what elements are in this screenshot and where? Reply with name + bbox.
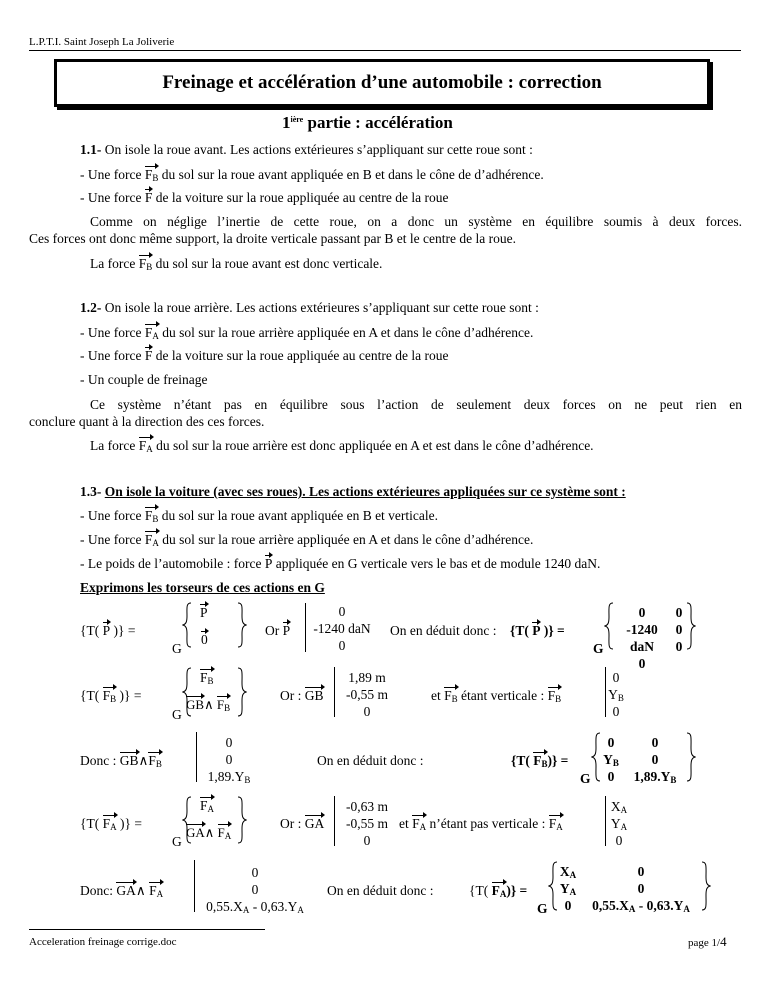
torsor-FA-result-col1 (557, 863, 579, 914)
footer-filename: Acceleration freinage corrige.doc (29, 936, 177, 948)
s12-bullet2 (80, 348, 448, 364)
torsor-P-result-col2 (672, 604, 686, 655)
vector-FA-components (608, 798, 630, 849)
vector-FB (145, 508, 159, 524)
sym: F (149, 883, 157, 898)
donc-GBxFB-label (80, 753, 162, 769)
s11-c1: La force (90, 256, 139, 271)
vector-FB (139, 256, 153, 272)
sym: {T( (80, 688, 100, 703)
s13-intro (80, 484, 626, 500)
sym-sub: B (146, 262, 153, 272)
vector-FA (145, 532, 159, 548)
vector-FA (139, 438, 153, 454)
vector-F (145, 190, 153, 206)
sym: F (200, 798, 208, 813)
comp: 0 (251, 882, 259, 897)
vector-GB (305, 688, 324, 704)
sym: GB (119, 753, 139, 768)
sym: n’étant pas verticale : (426, 816, 546, 831)
sym: )} = (547, 753, 569, 768)
s13-bullet3 (80, 556, 600, 572)
comp: 0 (675, 605, 683, 620)
torsor-FA-result-col2 (581, 863, 701, 914)
sym: F (548, 816, 557, 831)
comp: 0 (607, 735, 615, 750)
sym: F (412, 816, 420, 831)
comp: $0,55.X_A - 0,63.Y_A$ (206, 899, 304, 915)
sym: {T( (80, 623, 100, 638)
s11-intro-text: On isole la roue avant. Les actions extérieures s’appliquant sur cette roue sont : (101, 142, 533, 157)
comp: 0 (675, 639, 683, 654)
vector-P-components (307, 603, 377, 654)
vector-P (532, 623, 540, 639)
sym: ∧ (138, 753, 149, 768)
sym: ∧ (204, 825, 215, 840)
comp: -0,55 m (346, 816, 388, 831)
vector-GA (305, 816, 325, 832)
title-box (54, 59, 710, 107)
footer-rule (29, 929, 265, 930)
comp: -1240 daN (313, 621, 371, 636)
comp: 1,89 m (348, 670, 386, 685)
comp: 0 (225, 752, 233, 767)
et-FB-verticale (431, 688, 561, 704)
sym-sub: B (207, 676, 214, 686)
torsor-P-result-col1 (613, 604, 671, 672)
sym: F (533, 753, 542, 768)
deduit-2: On en déduit donc : (317, 753, 424, 768)
vector-FB-components (608, 669, 624, 720)
sym: F (144, 508, 153, 523)
sym: F (138, 438, 147, 453)
s12-conclusion (90, 438, 594, 454)
comp: $Y_B$ (608, 687, 624, 703)
page-title: Freinage et accélération d’une automobile : correction (55, 60, 709, 106)
s11-b2a: - Une force (80, 190, 145, 205)
s12-intro-text: On isole la roue arrière. Les actions extérieures s’appliquant sur cette roue sont : (101, 300, 539, 315)
bar (334, 796, 335, 846)
s11-para-line1: Comme on néglige l’inertie de cette roue, on a donc un système en équilibre soumis à deux forces. (90, 214, 742, 229)
brace-right (237, 796, 247, 844)
sym: {T( (511, 753, 530, 768)
sym-sub: A (207, 804, 215, 814)
school-header: L.P.T.I. Saint Joseph La Joliverie (29, 36, 175, 48)
page-label: page 1/ (688, 937, 721, 949)
comp: 0 (638, 656, 646, 671)
torsor-P-result-G: G (593, 641, 604, 656)
sym-sub: A (152, 331, 159, 341)
sym: F (144, 348, 153, 363)
comp: $Y_A$ (559, 881, 577, 897)
sym: F (138, 256, 147, 271)
torsor-FB-G: G (172, 707, 182, 722)
comp: 0 (651, 752, 659, 767)
sym-sub: A (556, 822, 563, 832)
sym-sub: A (499, 889, 507, 899)
torsor-FB-result-G: G (580, 771, 591, 786)
footer-page (688, 934, 727, 950)
donc-GAxFA-label (80, 883, 163, 899)
comp: 0 (612, 670, 620, 685)
s12-b2a: - Une force (80, 348, 145, 363)
comp: 0 (363, 833, 371, 848)
s13-b2a: - Une force (80, 532, 145, 547)
bar (334, 667, 335, 717)
bar (196, 732, 197, 782)
comp: 0 (651, 735, 659, 750)
sym: Or : (280, 688, 302, 703)
s12-num: 1.2- (80, 300, 102, 315)
s12-para-line2: conclure quant à la direction des ces forces. (29, 414, 265, 429)
vector-FB (200, 670, 214, 686)
sym: P (282, 623, 291, 638)
s13-num: 1.3- (80, 484, 102, 499)
sym: {T( (80, 816, 100, 831)
torsor-heading: Exprimons les torseurs de ces actions en G (80, 580, 325, 595)
torsor-FA-result-G: G (537, 901, 548, 916)
sym: F (444, 688, 452, 703)
sym-sub: B (110, 694, 117, 704)
sym: P (532, 623, 541, 638)
sym: Donc: (80, 883, 113, 898)
sym: )} = (506, 883, 528, 898)
vector-FB (103, 688, 117, 704)
sym: )} = (120, 816, 142, 831)
s11-b1a: - Une force (80, 167, 145, 182)
comp: 0 (251, 865, 259, 880)
sym-sub: B (224, 703, 231, 713)
or-P-label (265, 623, 290, 639)
s13-intro-text: On isole la voiture (avec ses roues). Les actions extérieures appliquées sur ce système sont : (104, 484, 626, 499)
brace-right (237, 602, 247, 648)
sym: F (148, 753, 156, 768)
vector-FA (549, 816, 563, 832)
torsor-P-resultant (200, 605, 208, 621)
sym: et (431, 688, 441, 703)
vector-P (265, 556, 273, 572)
comp: 0 (612, 704, 620, 719)
comp: $X_A$ (610, 799, 628, 815)
vector-P (200, 605, 208, 621)
comp: 0 (338, 638, 346, 653)
sym: et (399, 816, 409, 831)
vector-FB (148, 753, 162, 769)
comp: 0 (225, 735, 233, 750)
torsor-FA-result-label (469, 883, 527, 899)
vector-F (145, 348, 153, 364)
sym-sub: A (224, 831, 232, 841)
sym: GB (304, 688, 324, 703)
vector-FA (218, 825, 232, 841)
vector-GA (186, 825, 205, 841)
vector-GA-components (338, 798, 396, 849)
s12-para-line1: Ce système n’étant pas en équilibre sous l’action de seulement deux forces on ne peut rien en (90, 397, 742, 412)
s13-b1a: - Une force (80, 508, 145, 523)
vector-FA (492, 883, 507, 899)
torsor-P-moment (201, 632, 208, 648)
comp: -0,63 m (346, 799, 388, 814)
comp: 0 (615, 833, 623, 848)
torsor-FA-moment (186, 825, 231, 841)
torsor-FA-resultant (200, 798, 214, 814)
bar (605, 796, 606, 846)
sym-sub: A (419, 822, 427, 832)
torsor-FB-moment (186, 697, 230, 713)
deduit-1: On en déduit donc : (390, 623, 497, 638)
comp: $Y_A$ (610, 816, 628, 832)
sym: P (264, 556, 273, 571)
sym: GA (186, 825, 205, 840)
deduit-3: On en déduit donc : (327, 883, 434, 898)
or-GA-label (280, 816, 324, 832)
vector-GB (186, 697, 204, 713)
torsor-FB-label (80, 688, 141, 704)
vector-FA (412, 816, 426, 832)
s12-b1b: du sol sur la roue arrière appliquée en A et dans le cône d’adhérence. (158, 325, 534, 340)
brace-left (182, 602, 192, 648)
comp: $1,89.Y_B$ (633, 769, 677, 785)
s11-bullet1 (80, 167, 544, 183)
sym: {T( (469, 883, 489, 898)
brace-right (686, 732, 696, 782)
vector-GA (116, 883, 136, 899)
sym-sub: B (152, 514, 159, 524)
s11-intro (80, 142, 533, 158)
part-heading (282, 113, 453, 133)
part-sup: ière (290, 115, 304, 124)
sym-sub: B (541, 759, 548, 769)
comp: 0 (338, 604, 346, 619)
sym: )} = (543, 623, 565, 638)
or-GB-label (280, 688, 324, 704)
comp: -0,55 m (346, 687, 388, 702)
bar (305, 603, 306, 652)
comp: $0,55.X_A - 0,63.Y_A$ (592, 898, 690, 914)
torsor-FA-G: G (172, 834, 182, 849)
s11-b1b: du sol sur la roue avant appliquée en B et dans le cône de d’adhérence. (158, 167, 544, 182)
sym: F (216, 697, 225, 712)
sym-sub: A (110, 822, 117, 832)
sym: F (547, 688, 556, 703)
comp: -1240 daN (626, 622, 658, 654)
sym: F (144, 190, 153, 205)
vector-FB (145, 167, 159, 183)
torsor-FB-resultant (200, 670, 214, 686)
sym-sub: B (451, 694, 458, 704)
vector-GB (120, 753, 139, 769)
part-num: 1 (282, 113, 291, 132)
vector-FB (217, 697, 230, 713)
sym: F (491, 883, 500, 898)
s11-b2b: de la voiture sur la roue appliquée au centre de la roue (155, 190, 449, 205)
comp: 0 (363, 704, 371, 719)
vector-zero (201, 632, 208, 648)
torsor-P-result-label (510, 623, 565, 639)
part-rest: partie : accélération (303, 113, 453, 132)
comp: 0 (637, 864, 645, 879)
vector-FA (200, 798, 214, 814)
s13-b1b: du sol sur la roue avant appliquée en B et verticale. (158, 508, 439, 523)
s11-para-line2: Ces forces ont donc même support, la droite verticale passant par B et le centre de la roue. (29, 231, 516, 246)
GBxFB-components (198, 734, 260, 785)
sym: F (217, 825, 225, 840)
comp: $X_A$ (559, 864, 577, 880)
sym: ∧ (135, 883, 146, 898)
sym: )} = (119, 688, 142, 703)
sym: GA (304, 816, 325, 831)
sym: {T( (510, 623, 529, 638)
torsor-P-label (80, 623, 135, 639)
vector-P (283, 623, 291, 639)
sym: 0 (201, 632, 208, 647)
s12-c1: La force (90, 438, 139, 453)
sym: )} = (113, 623, 136, 638)
bar (194, 860, 195, 912)
s12-intro (80, 300, 539, 316)
s11-c2: du sol sur la roue avant est donc verticale. (152, 256, 383, 271)
comp: 0 (637, 881, 645, 896)
sym: F (144, 325, 153, 340)
sym: Or : (280, 816, 302, 831)
vector-FB (444, 688, 458, 704)
s11-conclusion (90, 256, 382, 272)
vector-GB-components (338, 669, 396, 720)
sym-sub: B (555, 694, 562, 704)
sym-sub: A (146, 444, 153, 454)
sym: Donc : (80, 753, 117, 768)
s11-bullet2 (80, 190, 448, 206)
sym-sub: A (156, 889, 164, 899)
sym: F (200, 670, 208, 685)
sym-sub: B (155, 759, 162, 769)
comp: $1,89.Y_B$ (207, 769, 251, 785)
vector-FB (548, 688, 562, 704)
et-FA-non-verticale (399, 816, 563, 832)
comp: $Y_B$ (603, 752, 619, 768)
comp: 0 (564, 898, 572, 913)
comp: 0 (607, 769, 615, 784)
s13-b3a: - Le poids de l’automobile : force (80, 556, 265, 571)
s13-bullet1 (80, 508, 438, 524)
s13-b2b: du sol sur la roue arrière appliquée en A et dans le cône d’adhérence. (158, 532, 534, 547)
torsor-FB-result-col2 (624, 734, 686, 785)
s13-b3b: appliquée en G verticale vers le bas et de module 1240 daN. (275, 556, 601, 571)
sym: ∧ (204, 697, 214, 712)
vector-P (103, 623, 111, 639)
s13-bullet2 (80, 532, 533, 548)
header-rule (29, 50, 741, 51)
s12-bullet3: - Un couple de freinage (80, 372, 208, 387)
brace-right (701, 861, 711, 911)
brace-right (686, 602, 696, 650)
s11-num: 1.1- (80, 142, 102, 157)
sym: GB (186, 697, 205, 712)
sym-sub: A (152, 538, 159, 548)
sym: F (102, 688, 111, 703)
sym: F (102, 816, 111, 831)
s12-b2b: de la voiture sur la roue appliquée au centre de la roue (155, 348, 449, 363)
torsor-FA-label (80, 816, 142, 832)
vector-FB (533, 753, 547, 769)
vector-FA (145, 325, 159, 341)
torsor-FB-result-col1 (600, 734, 622, 785)
GAxFA-components (196, 864, 314, 915)
comp: 0 (638, 605, 646, 620)
vector-FA (103, 816, 117, 832)
sym-sub: B (152, 173, 159, 183)
bar (605, 667, 606, 717)
torsor-FB-result-label (511, 753, 568, 769)
sym: P (200, 605, 208, 620)
torsor-P-G: G (172, 641, 182, 656)
page-total: 4 (720, 934, 727, 949)
brace-right (237, 667, 247, 717)
vector-FA (149, 883, 163, 899)
sym: F (144, 167, 153, 182)
sym: étant verticale : (457, 688, 545, 703)
s12-bullet1 (80, 325, 533, 341)
sym: F (144, 532, 153, 547)
comp: 0 (675, 622, 683, 637)
sym: GA (116, 883, 136, 898)
s12-c2: du sol sur la roue arrière est donc appliquée en A et est dans le cône d’adhérence. (152, 438, 594, 453)
sym: Or (265, 623, 280, 638)
sym: P (102, 623, 111, 638)
s12-b1a: - Une force (80, 325, 145, 340)
